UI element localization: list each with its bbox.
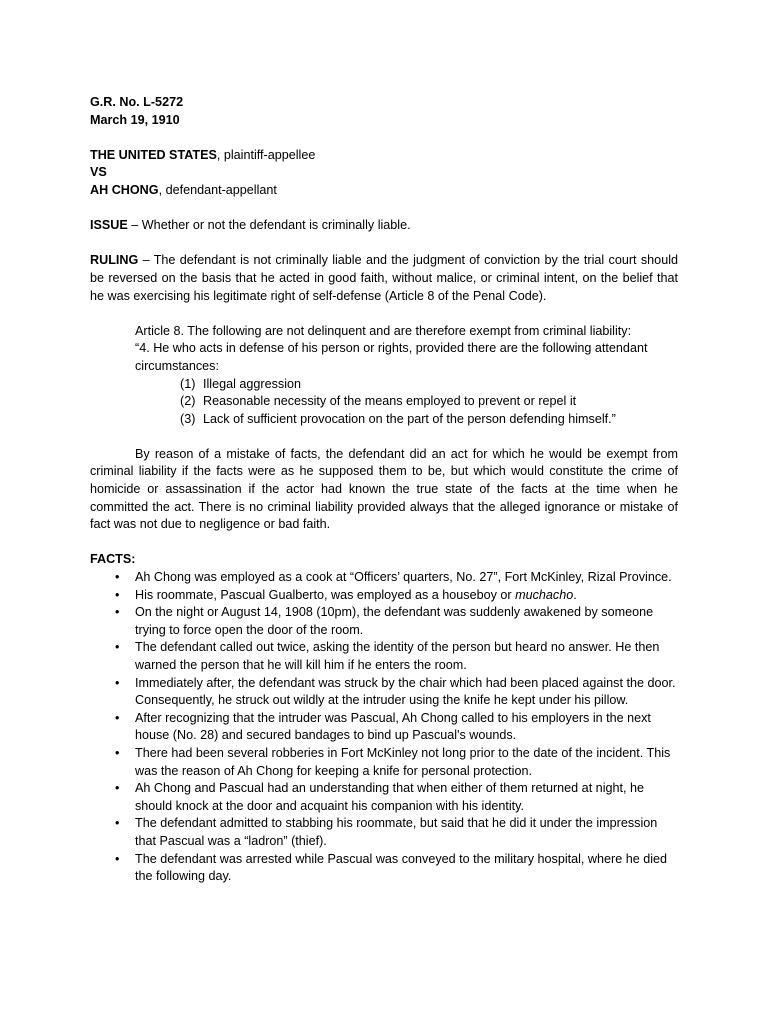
facts-list	[90, 569, 678, 886]
document-body	[90, 94, 678, 886]
article-8-block	[90, 323, 678, 376]
case-number: G.R. No. L-5272	[90, 95, 184, 109]
list-item: (2) Reasonable necessity of the means employed to prevent or repel it	[180, 394, 577, 409]
list-item: • The defendant admitted to stabbing his roommate, but said that he did it under the impression that Pascual was a “ladron” (thief).	[115, 816, 658, 848]
ruling-text: – The defendant is not criminally liable and the judgment of conviction by the trial court should be reversed on the basis that he acted in good faith, without malice, or criminal intent, on the belief that he was exercising his legitimate right of self-defense (Article 8 of the Penal Code).	[90, 253, 678, 303]
mistake-of-fact-paragraph: By reason of a mistake of facts, the defendant did an act for which he would be exempt from criminal liability if the facts were as he supposed them to be, but which would constitute the crime of homicide or assassination if the actor had known the true state of the facts at the time when he committed the act. There is no criminal liability provided always that the alleged ignorance or mistake of fact was not due to negligence or bad faith.	[90, 446, 678, 532]
plaintiff-line	[90, 147, 678, 165]
list-item: • On the night or August 14, 1908 (10pm), the defendant was suddenly awakened by someone trying to force open the door of the room.	[115, 605, 654, 637]
list-item: (1) Illegal aggression	[180, 376, 302, 391]
bullet-icon: •	[115, 570, 120, 585]
facts-heading: FACTS:	[90, 552, 136, 567]
bullet-icon: •	[115, 781, 120, 796]
list-item: (3) Lack of sufficient provocation on the part of the person defending himself.”	[180, 411, 616, 426]
bullet-icon: •	[115, 745, 120, 760]
list-item: • The defendant was arrested while Pascual was conveyed to the military hospital, where he died the following day.	[115, 851, 668, 884]
list-item: • Ah Chong was employed as a cook at “Officers’ quarters, No. 27”, Fort McKinley, Rizal Province.	[90, 569, 678, 587]
list-item: • His roommate, Pascual Gualberto, was employed as a houseboy or muchacho.	[90, 587, 678, 605]
list-item: • Immediately after, the defendant was struck by the chair which had been placed against the door. Consequently, he struck out wildly at the intruder using the knife he kept under his pillow.	[115, 675, 676, 708]
bullet-icon: •	[115, 816, 120, 831]
bullet-icon: •	[115, 640, 120, 655]
versus: VS	[90, 165, 107, 180]
bullet-icon: •	[115, 587, 120, 602]
plaintiff-role: , plaintiff-appellee	[216, 147, 316, 162]
defendant-role: , defendant-appellant	[158, 182, 277, 197]
bullet-icon: •	[115, 851, 120, 866]
case-date: March 19, 1910	[90, 112, 180, 127]
article-circumstances-list	[90, 376, 678, 429]
bullet-icon: •	[115, 605, 120, 620]
ruling-label: RULING	[90, 253, 139, 268]
article-clause: “4. He who acts in defense of his person or rights, provided there are the following attendant circumstances:	[135, 341, 648, 373]
issue-text: – Whether or not the defendant is criminally liable.	[127, 218, 411, 233]
bullet-icon: •	[115, 710, 120, 725]
plaintiff-name: THE UNITED STATES	[90, 147, 217, 162]
defendant-line	[90, 182, 678, 200]
issue-label: ISSUE	[90, 218, 128, 233]
list-item: • The defendant called out twice, asking the identity of the person but heard no answer. He then warned the person that he will kill him if he enters the room.	[115, 640, 660, 672]
defendant-name: AH CHONG	[90, 182, 159, 197]
article-intro: Article 8. The following are not delinquent and are therefore exempt from criminal liability:	[135, 323, 632, 338]
issue-paragraph	[90, 217, 678, 235]
ruling-paragraph	[90, 252, 678, 305]
muchacho-term: muchacho	[515, 587, 574, 602]
list-item: • There had been several robberies in Fort McKinley not long prior to the date of the incident. This was the reason of Ah Chong for keeping a knife for personal protection.	[115, 745, 671, 778]
list-item: • Ah Chong and Pascual had an understanding that when either of them returned at night, he should knock at the door and acquaint his companion with his identity.	[115, 781, 645, 813]
bullet-icon: •	[115, 675, 120, 690]
list-item: • After recognizing that the intruder was Pascual, Ah Chong called to his employers in the next house (No. 28) and secured bandages to bind up Pascual's wounds.	[115, 710, 651, 743]
